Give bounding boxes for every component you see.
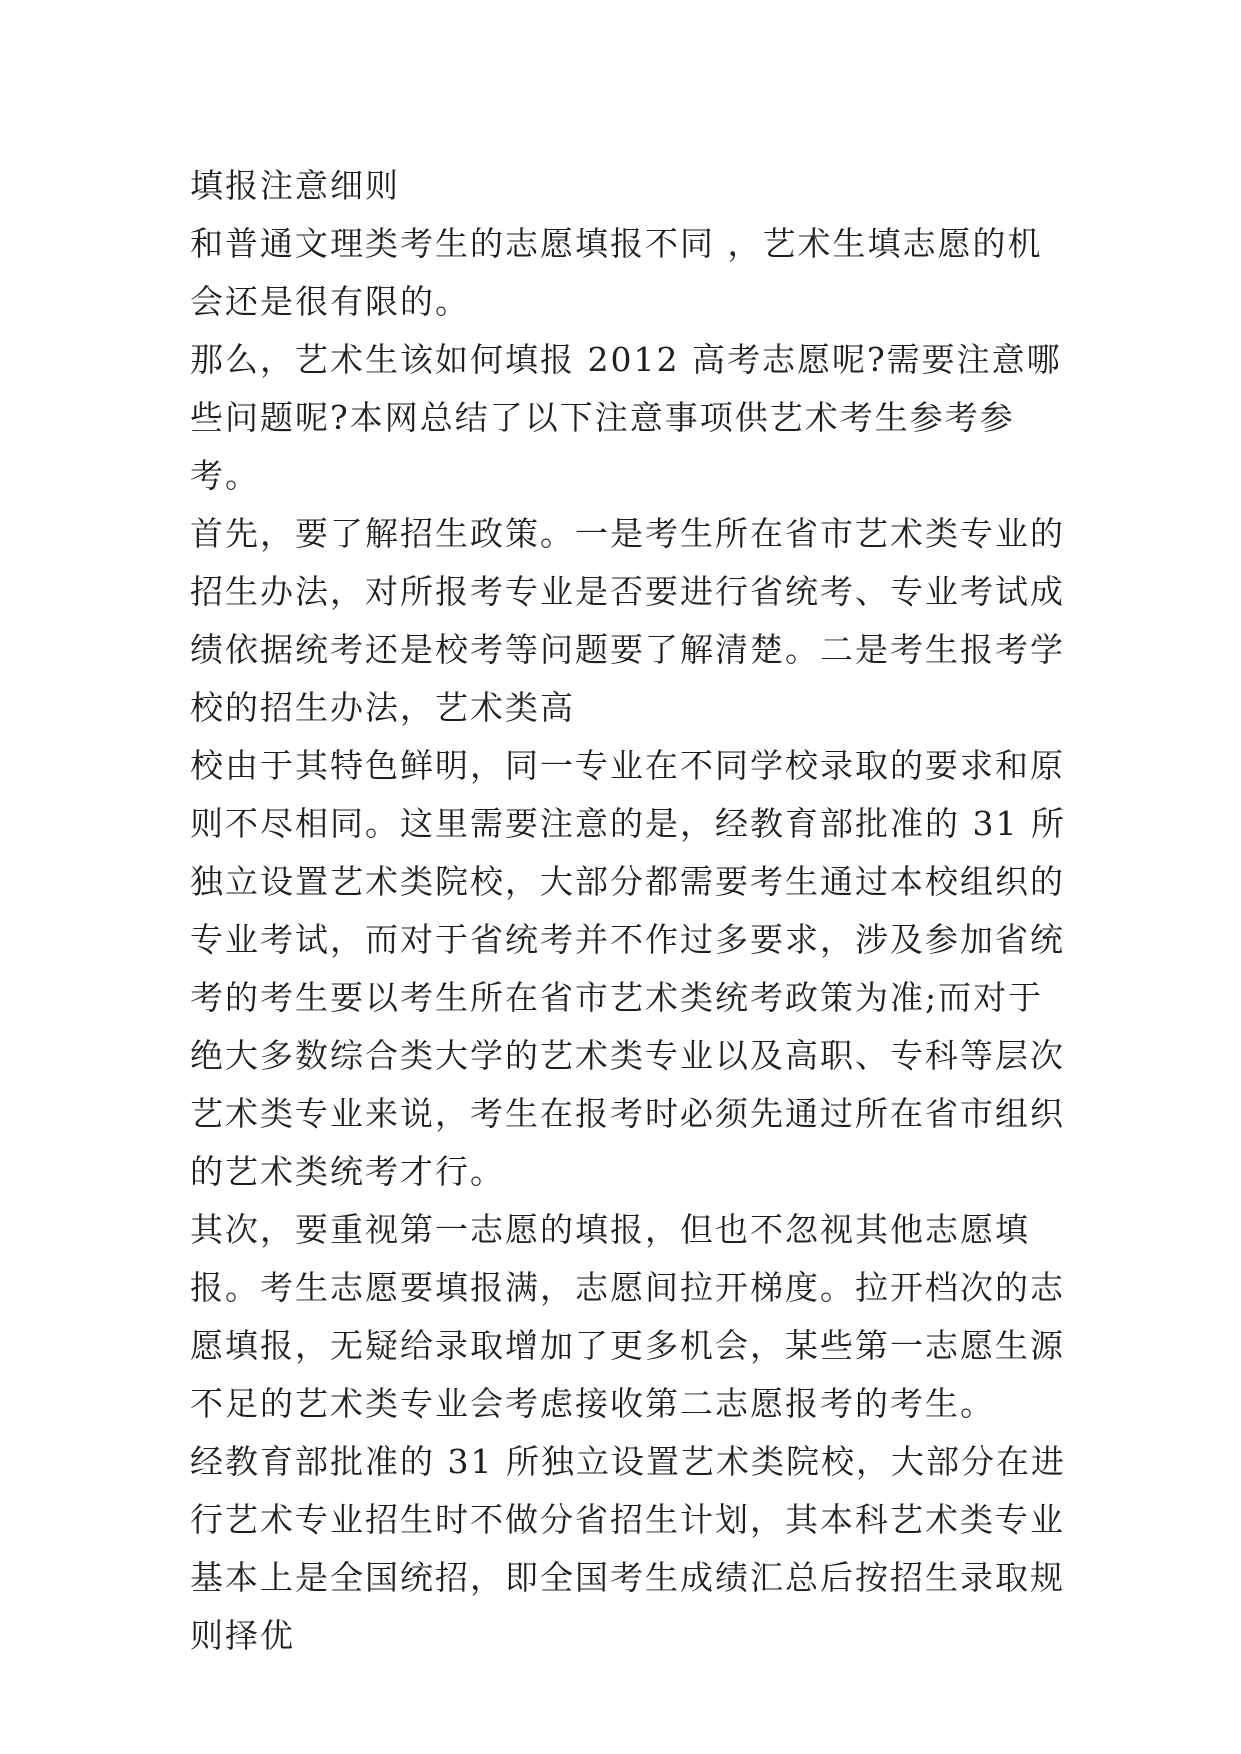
- document-title: 填报注意细则: [190, 166, 400, 205]
- paragraph-art-schools: 经教育部批准的 31 所独立设置艺术类院校，大部分在进行艺术专业招生时不做分省招生计划，其本科艺术类专业基本上是全国统招，即全国考生成绩汇总后按招生录取规则择优: [190, 1442, 1066, 1655]
- document-body: [190, 157, 1075, 1665]
- paragraph-question: 那么，艺术生该如何填报 2012 高考志愿呢?需要注意哪些问题呢?本网总结了以下注意事项供艺术考生参考参考。: [190, 340, 1062, 495]
- paragraph-policy-continued: 校由于其特色鲜明，同一专业在不同学校录取的要求和原则不尽相同。这里需要注意的是，经教育部批准的 31 所独立设置艺术类院校，大部分都需要考生通过本校组织的专业考试，而对于省统考并不作过多要求，涉及参加省统考的考生要以考生所在省市艺术类统考政策为准;而对于绝大多数综合类大学的艺术类专业以及高职、专科等层次艺术类专业来说，考生在报考时必须先通过所在省市组织的艺术类统考才行。: [190, 746, 1066, 1191]
- paragraph-intro: 和普通文理类考生的志愿填报不同 ，艺术生填志愿的机会还是很有限的。: [190, 224, 1043, 321]
- paragraph-first-choice: 其次，要重视第一志愿的填报，但也不忽视其他志愿填报。考生志愿要填报满，志愿间拉开梯度。拉开档次的志愿填报，无疑给录取增加了更多机会，某些第一志愿生源不足的艺术类专业会考虑接收第二志愿报考的考生。: [190, 1210, 1065, 1423]
- paragraph-policy: 首先，要了解招生政策。一是考生所在省市艺术类专业的招生办法，对所报考专业是否要进行省统考、专业考试成绩依据统考还是校考等问题要了解清楚。二是考生报考学校的招生办法，艺术类高: [190, 514, 1065, 727]
